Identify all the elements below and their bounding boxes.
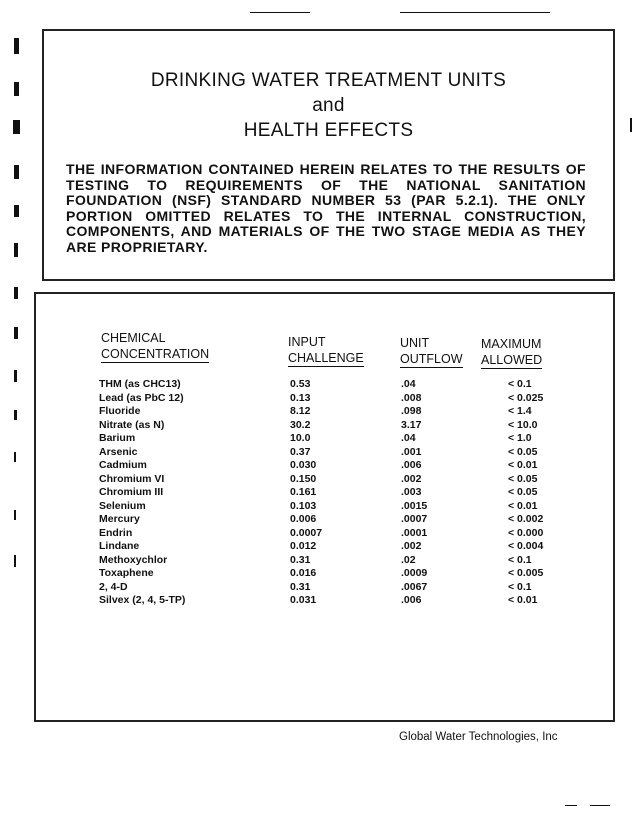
chemical-cell: Silvex (2, 4, 5-TP) [99, 594, 186, 606]
max-cell: < 0.05 [508, 445, 538, 458]
chemical-cell: Chromium VI [99, 472, 165, 485]
table-row [36, 500, 613, 513]
chemical-cell: Barium [99, 432, 136, 444]
chemical-cell: Selenium [99, 499, 146, 512]
header-unit: UNIT OUTFLOW [400, 336, 463, 366]
title-line-2: and [312, 95, 345, 116]
scan-mark [14, 243, 18, 257]
input-cell: 10.0 [290, 432, 311, 444]
max-cell: < 1.4 [508, 405, 532, 417]
table-row [36, 378, 613, 391]
max-cell: < 0.1 [508, 378, 532, 390]
scan-mark [14, 555, 16, 567]
table-row [36, 392, 613, 405]
input-cell: 0.016 [290, 567, 317, 579]
header-chemical: CHEMICAL CONCENTRATION [101, 331, 210, 361]
max-cell: < 0.01 [508, 594, 538, 606]
scan-mark [14, 510, 16, 520]
max-cell: < 10.0 [508, 418, 538, 431]
table-row [36, 405, 613, 418]
outflow-cell: .04 [401, 432, 416, 444]
max-cell: < 0.004 [508, 540, 544, 552]
max-cell: < 0.01 [508, 459, 538, 471]
results-table [34, 292, 615, 722]
outflow-cell: .02 [401, 553, 416, 566]
outflow-cell: .002 [401, 472, 422, 485]
scan-mark [14, 327, 18, 339]
outflow-cell: .003 [401, 486, 422, 498]
table-row [36, 594, 613, 607]
chemical-cell: Lindane [99, 540, 140, 552]
input-cell: 0.012 [290, 540, 317, 552]
scan-mark [14, 165, 19, 179]
table-row [36, 486, 613, 499]
header-box [42, 29, 615, 281]
outflow-cell: .098 [401, 405, 422, 417]
scan-mark [14, 452, 16, 462]
chemical-cell: Fluoride [99, 405, 141, 417]
table-row [36, 432, 613, 445]
scan-mark [400, 12, 550, 13]
chemical-cell: Mercury [99, 513, 140, 525]
scan-mark [250, 12, 310, 13]
input-cell: 0.161 [290, 486, 317, 498]
scan-mark [14, 38, 19, 54]
input-cell: 0.53 [290, 378, 311, 390]
input-cell: 0.31 [290, 580, 311, 593]
outflow-cell: .0009 [401, 567, 428, 579]
chemical-cell: Chromium III [99, 486, 164, 498]
chemical-cell: Lead (as PbC 12) [99, 391, 184, 404]
scan-mark [14, 82, 19, 96]
max-cell: < 0.000 [508, 526, 544, 539]
input-cell: 0.006 [290, 513, 317, 525]
input-cell: 0.031 [290, 594, 317, 606]
scan-mark [565, 805, 577, 806]
chemical-cell: 2, 4-D [99, 580, 128, 593]
max-cell: < 1.0 [508, 432, 532, 444]
max-cell: < 0.05 [508, 472, 538, 485]
max-cell: < 0.05 [508, 486, 538, 498]
outflow-cell: .0001 [401, 526, 428, 539]
outflow-cell: .002 [401, 540, 422, 552]
outflow-cell: .04 [401, 378, 416, 390]
outflow-cell: 3.17 [401, 418, 422, 431]
header-input: INPUT CHALLENGE [288, 335, 364, 365]
input-cell: 0.0007 [290, 526, 323, 539]
input-cell: 0.13 [290, 391, 311, 404]
chemical-cell: Methoxychlor [99, 553, 168, 566]
table-row [36, 459, 613, 472]
outflow-cell: .001 [401, 445, 422, 458]
chemical-cell: Toxaphene [99, 567, 154, 579]
input-cell: 0.030 [290, 459, 317, 471]
input-cell: 8.12 [290, 405, 311, 417]
title-line-1: DRINKING WATER TREATMENT UNITS [150, 70, 507, 91]
chemical-cell: THM (as CHC13) [99, 378, 181, 390]
table-row [36, 446, 613, 459]
table-row [36, 540, 613, 553]
outflow-cell: .006 [401, 594, 422, 606]
table-row [36, 581, 613, 594]
title-line-3: HEALTH EFFECTS [243, 120, 414, 141]
intro-paragraph: THE INFORMATION CONTAINED HEREIN RELATES TO THE RESULTS OF TESTING TO REQUIREMENTS OF THE NATIONAL SANITATION FOUNDATION (NSF) STANDARD NUMBER 53 (PAR 5.2.1). THE ONLY PORTION OMITTED RELATES TO THE INTERNAL CONSTRUCTION, COMPONENTS, AND MATERIALS OF THE TWO STAGE MEDIA AS THEY ARE PROPRIETARY. [66, 161, 586, 255]
table-row [36, 527, 613, 540]
input-cell: 0.37 [290, 445, 311, 458]
scan-mark [14, 287, 18, 299]
outflow-cell: .006 [401, 459, 422, 471]
scan-mark [14, 205, 19, 217]
input-cell: 0.150 [290, 472, 317, 485]
max-cell: < 0.025 [508, 391, 544, 404]
max-cell: < 0.01 [508, 499, 538, 512]
input-cell: 0.31 [290, 553, 311, 566]
table-row [36, 473, 613, 486]
table-row [36, 567, 613, 580]
outflow-cell: .0015 [401, 499, 428, 512]
outflow-cell: .0067 [401, 580, 428, 593]
table-row [36, 419, 613, 432]
chemical-cell: Cadmium [99, 459, 147, 471]
table-row [36, 513, 613, 526]
scan-mark [630, 118, 632, 132]
outflow-cell: .008 [401, 391, 422, 404]
input-cell: 30.2 [290, 418, 311, 431]
max-cell: < 0.005 [508, 567, 544, 579]
table-row [36, 554, 613, 567]
chemical-cell: Arsenic [99, 445, 138, 458]
footer-company: Global Water Technologies, Inc [399, 731, 558, 743]
scan-mark [14, 410, 17, 420]
input-cell: 0.103 [290, 499, 317, 512]
scan-mark [13, 120, 20, 134]
outflow-cell: .0007 [401, 513, 428, 525]
max-cell: < 0.1 [508, 553, 532, 566]
header-maximum: MAXIMUM ALLOWED [481, 337, 543, 367]
max-cell: < 0.1 [508, 580, 532, 593]
max-cell: < 0.002 [508, 513, 544, 525]
scan-mark [14, 370, 17, 382]
chemical-cell: Endrin [99, 526, 133, 539]
scan-mark [590, 805, 610, 806]
chemical-cell: Nitrate (as N) [99, 418, 165, 431]
